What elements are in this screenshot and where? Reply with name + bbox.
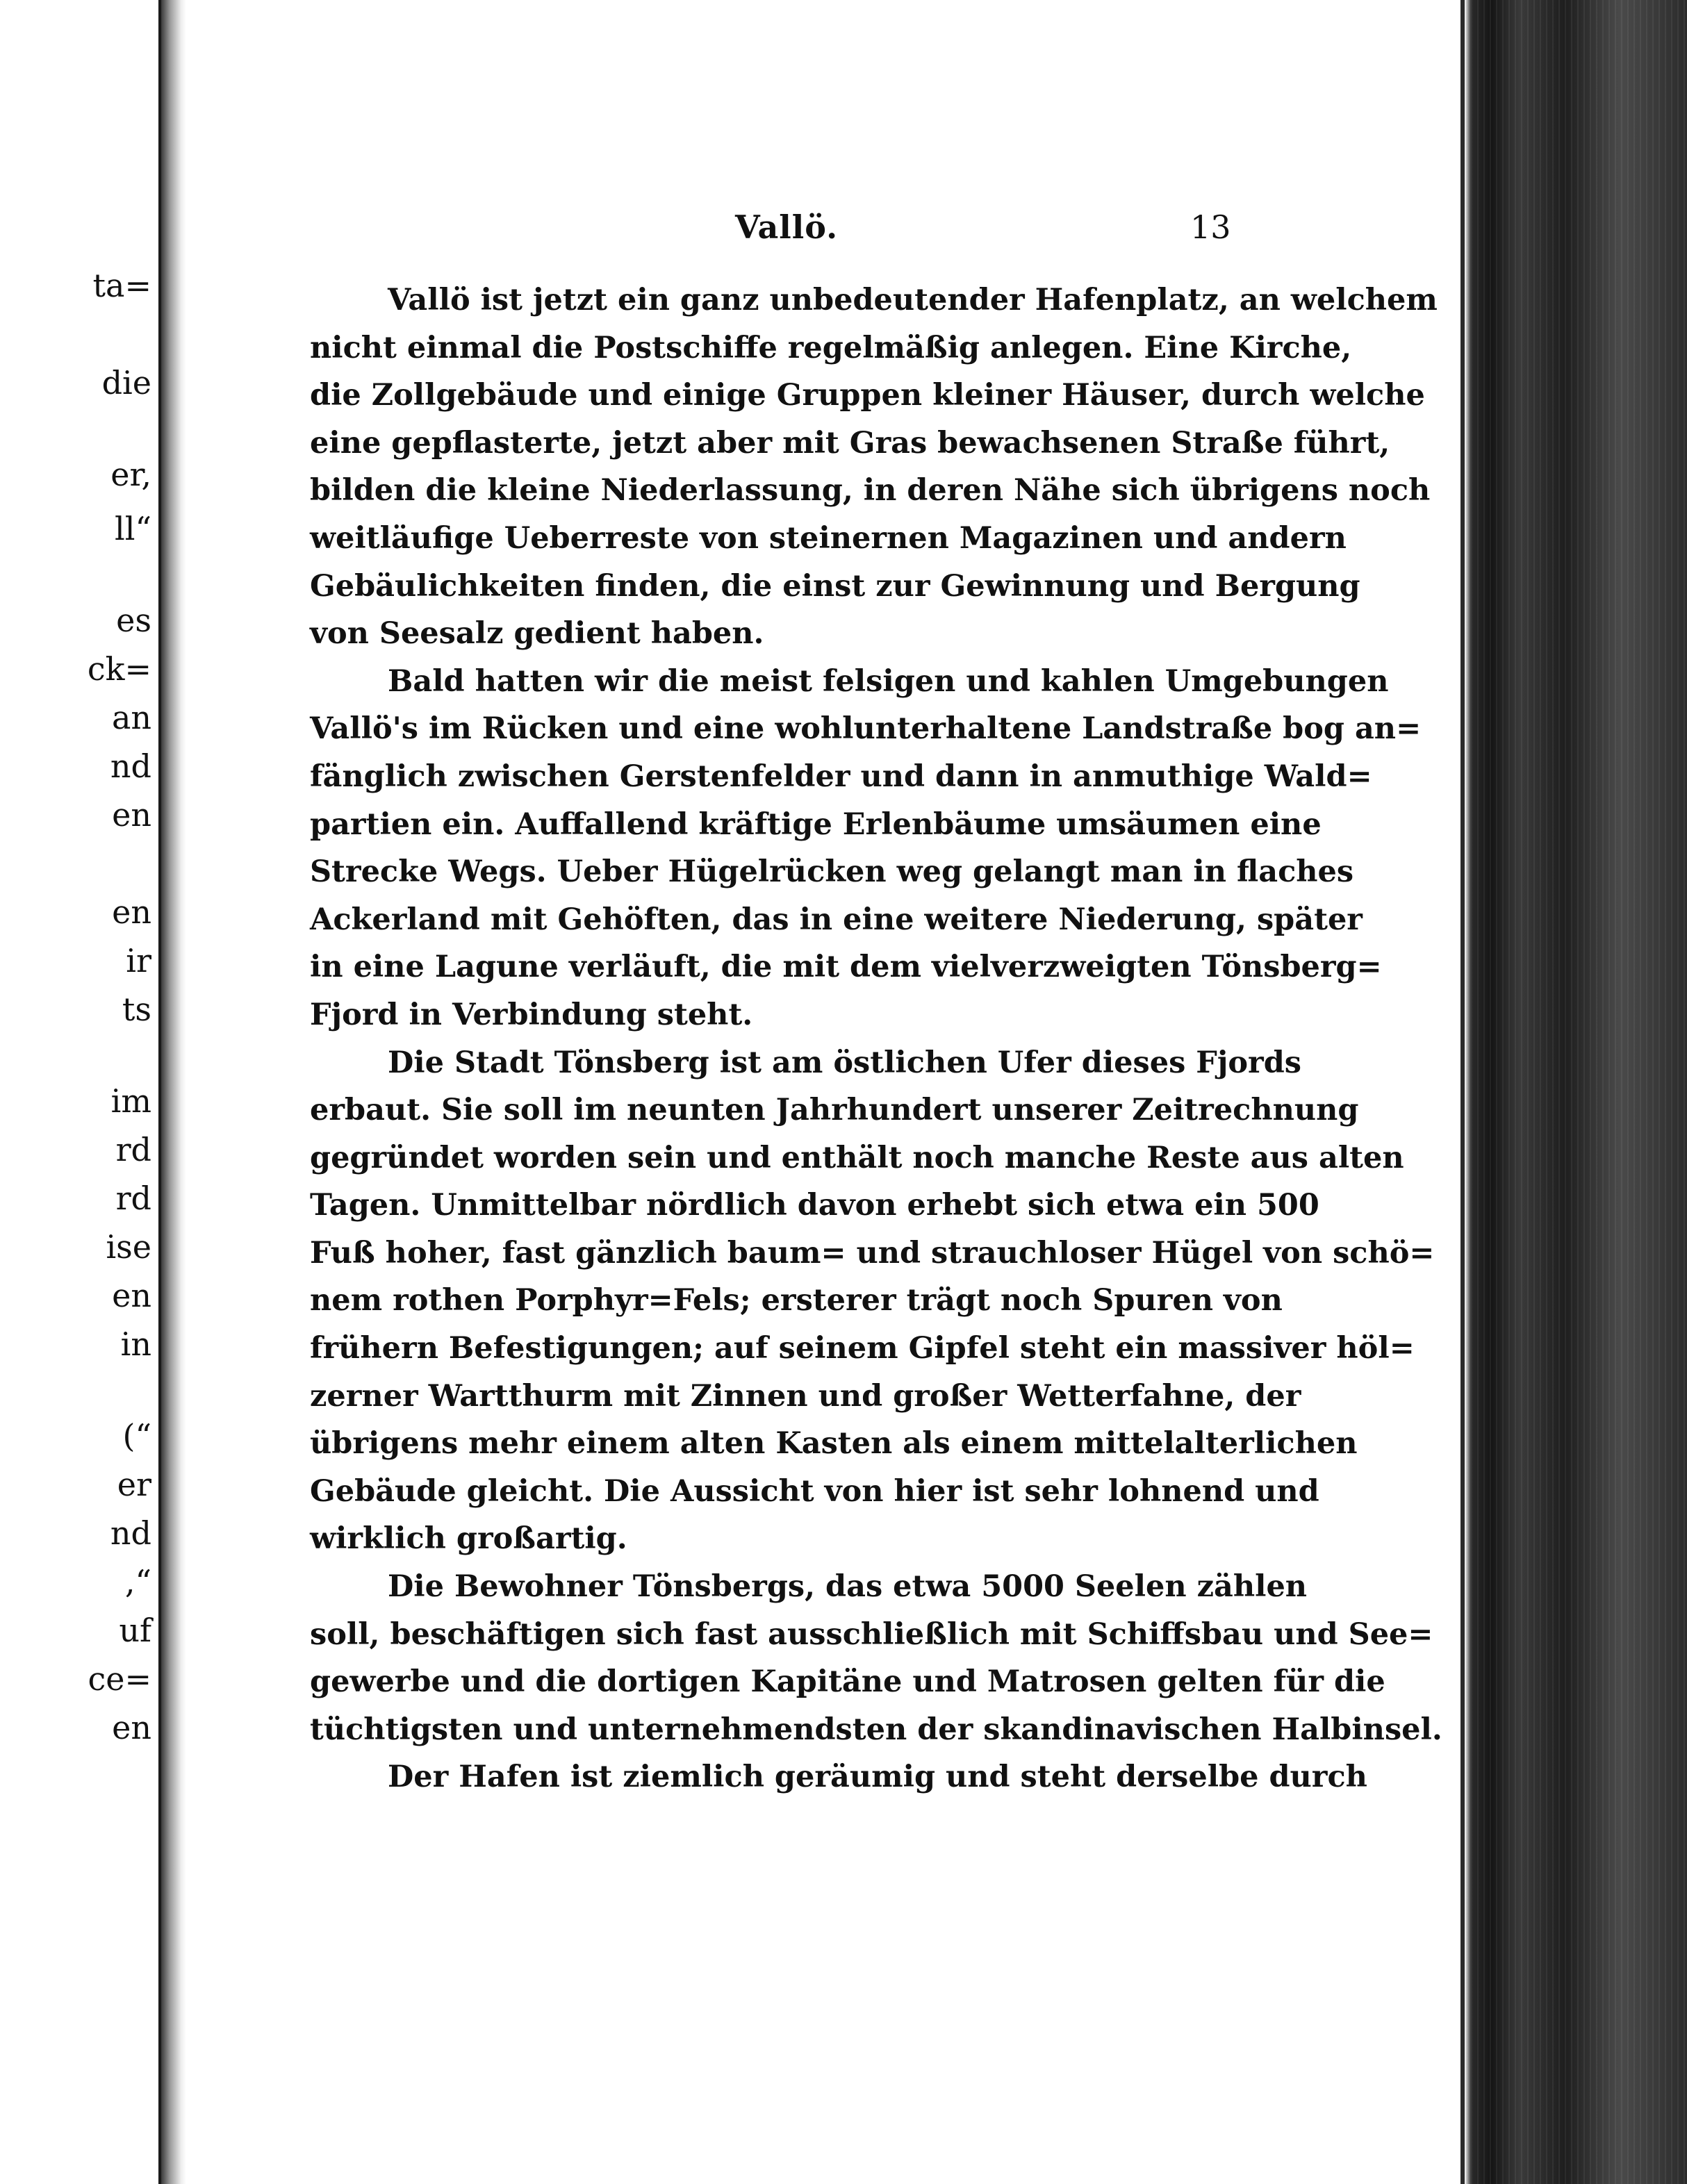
text-line: zerner Wartthurm mit Zinnen und großer Wetterfahne, der <box>310 1378 1301 1414</box>
text-line: in eine Lagune verläuft, die mit dem vielverzweigten Tönsberg= <box>310 950 1382 985</box>
text-line: Fjord in Verbindung steht. <box>310 997 753 1032</box>
text-line: nem rothen Porphyr=Fels; ersterer trägt noch Spuren von <box>310 1283 1283 1318</box>
text-line: die Zollgebäude und einige Gruppen kleiner Häuser, durch welche <box>310 378 1425 413</box>
facing-page-fragment: im <box>110 1082 151 1120</box>
facing-page-fragment: rd <box>115 1180 151 1217</box>
text-line: Die Stadt Tönsberg ist am östlichen Ufer dieses Fjords <box>388 1045 1301 1080</box>
facing-page-fragment: ir <box>126 942 151 979</box>
text-line: Vallö's im Rücken und eine wohlunterhaltene Landstraße bog an= <box>310 711 1422 747</box>
text-line: wirklich großartig. <box>310 1521 627 1557</box>
book-page <box>186 0 1465 2184</box>
facing-page-fragment: en <box>112 796 151 834</box>
text-line: gegründet worden sein und enthält noch manche Reste aus alten <box>310 1140 1404 1175</box>
page-number: 13 <box>1190 208 1231 246</box>
text-line: Gebäude gleicht. Die Aussicht von hier ist sehr lohnend und <box>310 1473 1319 1509</box>
facing-page-fragment: ta= <box>92 267 151 304</box>
text-line: soll, beschäftigen sich fast ausschließlich mit Schiffsbau und See= <box>310 1616 1433 1652</box>
running-head <box>186 201 1465 250</box>
text-line: übrigens mehr einem alten Kasten als einem mittelalterlichen <box>310 1426 1358 1462</box>
facing-page-fragment: ise <box>106 1228 151 1266</box>
text-line: Bald hatten wir die meist felsigen und kahlen Umgebungen <box>388 663 1389 699</box>
facing-page-fragment: es <box>116 602 151 639</box>
facing-page-fragment: ce= <box>88 1660 151 1698</box>
facing-page-fragment: en <box>112 1709 151 1746</box>
text-line: partien ein. Auffallend kräftige Erlenbäume umsäumen eine <box>310 806 1322 842</box>
text-line: Fuß hoher, fast gänzlich baum= und strauchloser Hügel von schö= <box>310 1235 1435 1271</box>
facing-page-fragment: an <box>111 699 151 736</box>
facing-page-fragment: er <box>117 1466 151 1503</box>
text-line: Die Bewohner Tönsbergs, das etwa 5000 Seelen zählen <box>388 1569 1308 1605</box>
text-line: bilden die kleine Niederlassung, in deren Nähe sich übrigens noch <box>310 473 1431 508</box>
text-line: von Seesalz gedient haben. <box>310 616 764 652</box>
facing-page-edge <box>0 0 161 2184</box>
facing-page-fragment: ts <box>122 991 151 1028</box>
text-line: gewerbe und die dortigen Kapitäne und Matrosen gelten für die <box>310 1664 1385 1700</box>
book-edge-shadow <box>1465 0 1687 2184</box>
body-text <box>310 276 1442 1801</box>
text-line: Tagen. Unmittelbar nördlich davon erhebt sich etwa ein 500 <box>310 1188 1319 1223</box>
text-line: Gebäulichkeiten finden, die einst zur Gewinnung und Bergung <box>310 568 1360 604</box>
facing-page-fragment: ,“ <box>124 1563 151 1600</box>
facing-page-fragment: (“ <box>122 1417 151 1455</box>
text-line: tüchtigsten und unternehmendsten der skandinavischen Halbinsel. <box>310 1712 1442 1747</box>
facing-page-fragment: nd <box>110 747 151 785</box>
facing-page-fragment: en <box>112 893 151 931</box>
text-line: Der Hafen ist ziemlich geräumig und steht derselbe durch <box>388 1760 1367 1795</box>
text-line: Strecke Wegs. Ueber Hügelrücken weg gelangt man in flaches <box>310 854 1354 890</box>
text-line: erbaut. Sie soll im neunten Jahrhundert unserer Zeitrechnung <box>310 1093 1359 1128</box>
text-line: fänglich zwischen Gerstenfelder und dann in anmuthige Wald= <box>310 759 1372 794</box>
facing-page-fragment: ck= <box>87 650 151 688</box>
facing-page-fragment: nd <box>110 1514 151 1552</box>
text-line: frühern Befestigungen; auf seinem Gipfel steht ein massiver höl= <box>310 1331 1415 1366</box>
facing-page-fragment: rd <box>115 1131 151 1168</box>
facing-page-fragment: en <box>112 1277 151 1314</box>
running-title: Vallö. <box>735 208 839 246</box>
text-line: Ackerland mit Gehöften, das in eine weitere Niederung, später <box>310 902 1363 937</box>
text-line: weitläufige Ueberreste von steinernen Magazinen und andern <box>310 520 1347 556</box>
facing-page-fragment: ll“ <box>115 510 151 547</box>
facing-page-fragment: er, <box>110 456 151 493</box>
facing-page-fragment: uf <box>119 1612 151 1649</box>
text-line: eine gepflasterte, jetzt aber mit Gras bewachsenen Straße führt, <box>310 425 1390 461</box>
text-line: nicht einmal die Postschiffe regelmäßig anlegen. Eine Kirche, <box>310 330 1352 365</box>
book-gutter <box>161 0 186 2184</box>
facing-page-fragment: die <box>101 364 151 402</box>
text-line: Vallö ist jetzt ein ganz unbedeutender Hafenplatz, an welchem <box>388 283 1438 317</box>
facing-page-fragment: in <box>120 1325 151 1363</box>
